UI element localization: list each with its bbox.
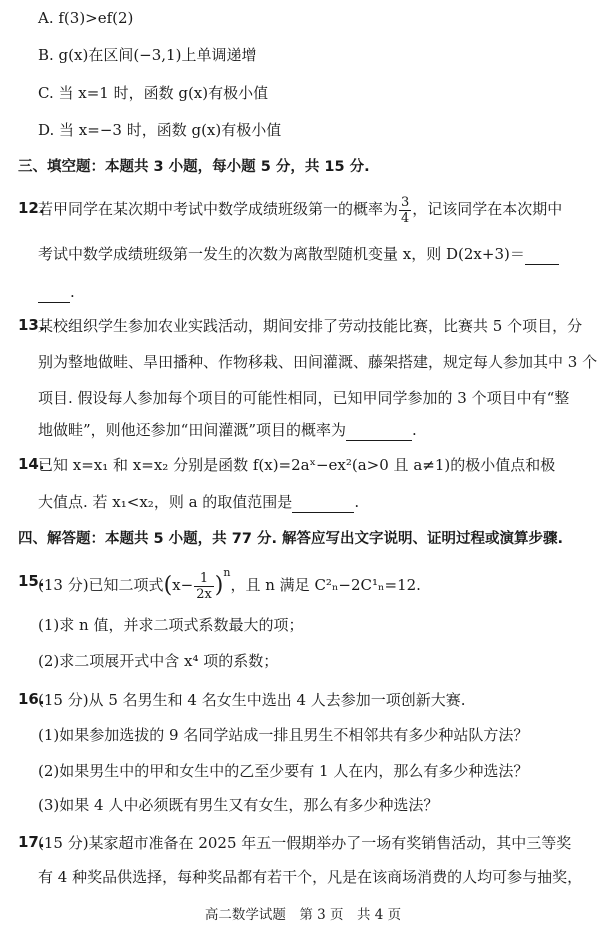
q13-text-end: . bbox=[412, 421, 417, 439]
sub-question: (3)如果 4 人中必须既有男生又有女生，那么有多少种选法？ bbox=[38, 796, 439, 814]
fraction-numerator: 3 bbox=[401, 194, 410, 210]
question-number: 16. bbox=[18, 690, 45, 708]
question-text-line bbox=[38, 492, 359, 513]
option-b: B. g(x)在区间(−3,1)上单调递增 bbox=[38, 46, 257, 64]
question-text-line bbox=[38, 244, 559, 265]
page-footer: 高二数学试题 第 3 页 共 4 页 bbox=[204, 907, 402, 923]
question-text-line: 项目. 假设每人参加每个项目的可能性相同，已知甲同学参加的 3 个项目中有“整 bbox=[38, 389, 570, 407]
binomial-term: x− bbox=[172, 576, 194, 594]
option-a: A. f(3)>ef(2) bbox=[38, 9, 134, 27]
question-text-line: (15 分)从 5 名男生和 4 名女生中选出 4 人去参加一项创新大赛. bbox=[38, 691, 466, 709]
fraction-one-over-2x bbox=[194, 571, 214, 602]
question-text-line bbox=[38, 282, 75, 303]
question-number: 12. bbox=[18, 199, 45, 217]
right-paren: ) bbox=[214, 573, 224, 598]
question-text-line: 某校组织学生参加农业实践活动，期间安排了劳动技能比赛，比赛共 5 个项目，分 bbox=[38, 317, 583, 335]
fraction-denominator: 2x bbox=[196, 586, 212, 602]
q12-text-line2: 考试中数学成绩班级第一发生的次数为离散型随机变量 x，则 D(2x+3)＝ bbox=[38, 245, 525, 263]
question-number: 15. bbox=[18, 572, 45, 590]
section-4-heading: 四、解答题：本题共 5 小题，共 77 分. 解答应写出文字说明、证明过程或演算步骤. bbox=[18, 531, 564, 547]
answer-blank[interactable] bbox=[346, 420, 412, 441]
option-d: D. 当 x=−3 时，函数 g(x)有极小值 bbox=[38, 121, 282, 139]
option-c: C. 当 x=1 时，函数 g(x)有极小值 bbox=[38, 84, 269, 102]
exponent-n: n bbox=[223, 566, 231, 579]
question-text-line bbox=[38, 561, 421, 606]
q12-text-line3: . bbox=[70, 283, 75, 301]
fraction-three-quarters bbox=[399, 195, 411, 226]
section-3-heading: 三、填空题：本题共 3 小题，每小题 5 分，共 15 分. bbox=[18, 159, 370, 175]
question-text-line: 有 4 种奖品供选择，每种奖品都有若干个，凡是在该商场消费的人均可参与抽奖， bbox=[38, 868, 583, 886]
question-number: 13. bbox=[18, 316, 45, 334]
fraction-numerator: 1 bbox=[194, 571, 214, 587]
q15-text-a: (13 分)已知二项式 bbox=[38, 576, 164, 594]
sub-question: (1)如果参加选拔的 9 名同学站成一排且男生不相邻共有多少种站队方法？ bbox=[38, 726, 529, 744]
question-text-line: 别为整地做畦、旱田播种、作物移栽、田间灌溉、藤架搭建，规定每人参加其中 3 个 bbox=[38, 353, 598, 371]
question-number: 14. bbox=[18, 455, 45, 473]
question-text-line bbox=[38, 192, 562, 226]
sub-question: (1)求 n 值，并求二项式系数最大的项； bbox=[38, 616, 304, 634]
sub-question: (2)如果男生中的甲和女生中的乙至少要有 1 人在内，那么有多少种选法？ bbox=[38, 762, 529, 780]
sub-question: (2)求二项展开式中含 x⁴ 项的系数； bbox=[38, 652, 279, 670]
answer-blank[interactable] bbox=[525, 244, 559, 265]
fraction-denominator: 4 bbox=[401, 210, 410, 226]
q12-text-b: ，记该同学在本次期中 bbox=[412, 200, 563, 218]
q13-text-line4: 地做畦”，则他还参加“田间灌溉”项目的概率为 bbox=[38, 421, 347, 439]
left-paren: ( bbox=[163, 573, 173, 598]
question-number: 17. bbox=[18, 833, 45, 851]
answer-blank[interactable] bbox=[292, 492, 354, 513]
question-text-line: (15 分)某家超市准备在 2025 年五一假期举办了一场有奖销售活动，其中三等奖 bbox=[38, 834, 572, 852]
answer-blank-cont[interactable] bbox=[38, 282, 70, 303]
question-text-line: 已知 x=x₁ 和 x=x₂ 分别是函数 f(x)=2aˣ−ex²(a>0 且 a≠1)的极小值点和极 bbox=[38, 456, 556, 474]
q15-text-b: ，且 n 满足 C²ₙ−2C¹ₙ=12. bbox=[230, 576, 421, 594]
q12-text-a: 若甲同学在某次期中考试中数学成绩班级第一的概率为 bbox=[38, 200, 399, 218]
q14-text-line2: 大值点. 若 x₁<x₂，则 a 的取值范围是 bbox=[38, 493, 293, 511]
question-text-line bbox=[38, 420, 417, 441]
q14-text-end: . bbox=[354, 493, 360, 511]
